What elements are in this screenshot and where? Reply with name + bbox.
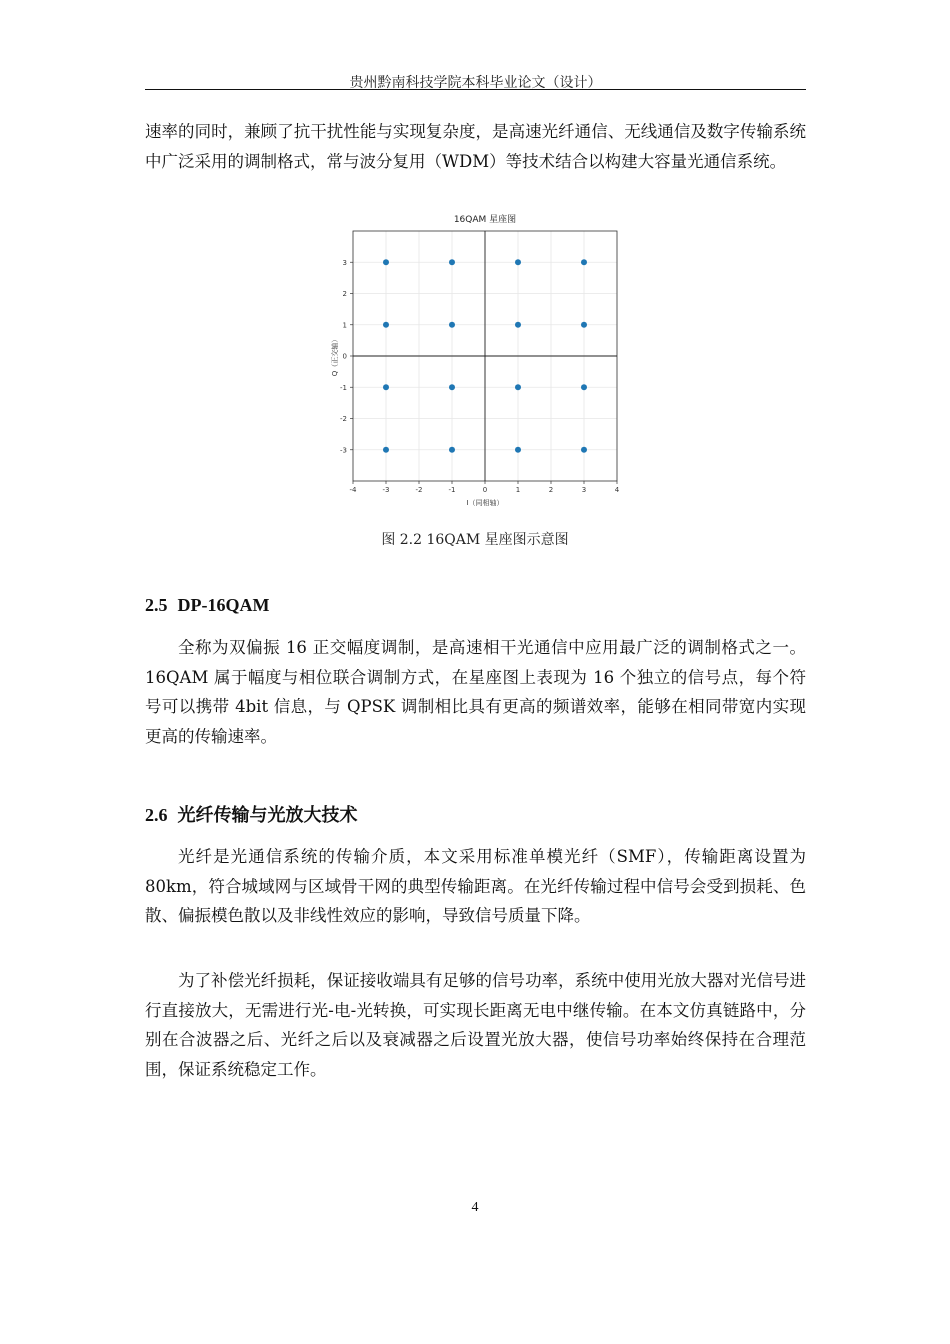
constellation-point xyxy=(515,384,521,390)
section-title: DP-16QAM xyxy=(177,595,270,615)
header-rule xyxy=(145,89,806,90)
constellation-point xyxy=(515,259,521,265)
x-tick-label: 4 xyxy=(614,486,620,494)
y-tick-label: 0 xyxy=(342,352,347,361)
constellation-point xyxy=(581,447,587,453)
section-title: 光纤传输与光放大技术 xyxy=(177,805,358,826)
x-tick-label: -1 xyxy=(448,486,456,494)
page-number: 4 xyxy=(471,1200,479,1215)
constellation-point xyxy=(449,384,455,390)
constellation-point xyxy=(449,322,455,328)
constellation-point xyxy=(515,447,521,453)
section-2-5-heading xyxy=(145,595,269,616)
x-tick-label: 1 xyxy=(515,486,521,494)
x-tick-label: 3 xyxy=(581,486,587,494)
chart-title: 16QAM 星座图 xyxy=(453,215,517,225)
intro-paragraph: 速率的同时，兼顾了抗干扰性能与实现复杂度，是高速光纤通信、无线通信及数字传输系统中广泛采用的调制格式，常与波分复用（WDM）等技术结合以构建大容量光通信系统。 xyxy=(145,122,806,171)
y-tick-label: -3 xyxy=(340,446,347,455)
constellation-point xyxy=(581,259,587,265)
constellation-point xyxy=(449,259,455,265)
y-tick-label: 1 xyxy=(342,321,347,330)
constellation-point xyxy=(383,447,389,453)
x-tick-label: -2 xyxy=(415,486,423,494)
y-axis-label: Q（正交轴） xyxy=(331,335,339,377)
section-2-6-heading xyxy=(145,801,358,827)
running-header: 贵州黔南科技学院本科毕业论文（设计） xyxy=(349,75,602,91)
section-number: 2.5 xyxy=(145,595,168,615)
x-tick-label: 0 xyxy=(482,486,488,494)
y-tick-label: -2 xyxy=(340,415,347,423)
x-tick-label: -4 xyxy=(349,486,357,494)
constellation-point xyxy=(383,384,389,390)
constellation-point xyxy=(383,322,389,328)
section-2-6-paragraph-2: 为了补偿光纤损耗，保证接收端具有足够的信号功率，系统中使用光放大器对光信号进行直接放大，无需进行光-电-光转换，可实现长距离无电中继传输。在本文仿真链路中，分别在合波器之后、光纤之后以及衰减器之后设置光放大器，使信号功率始终保持在合理范围，保证系统稳定工作。 xyxy=(145,971,806,1079)
x-tick-label: -3 xyxy=(382,486,390,494)
constellation-point xyxy=(383,259,389,265)
section-2-5-paragraph: 全称为双偏振 16 正交幅度调制，是高速相干光通信中应用最广泛的调制格式之一。16QAM 属于幅度与相位联合调制方式，在星座图上表现为 16 个独立的信号点，每个符号可以携带 4bit 信息，与 QPSK 调制相比具有更高的频谱效率，能够在相同带宽内实现更高的传输速率。 xyxy=(145,638,806,746)
y-tick-label: 3 xyxy=(342,258,347,267)
constellation-point xyxy=(581,384,587,390)
y-tick-label: -1 xyxy=(340,383,347,392)
x-tick-label: 2 xyxy=(548,486,554,494)
constellation-point xyxy=(449,447,455,453)
section-2-6-paragraph-1: 光纤是光通信系统的传输介质，本文采用标准单模光纤（SMF），传输距离设置为 80km，符合城域网与区域骨干网的典型传输距离。在光纤传输过程中信号会受到损耗、色散、偏振模色散以及非线性效应的影响，导致信号质量下降。 xyxy=(145,847,806,925)
x-axis-label: I（同相轴） xyxy=(466,499,504,507)
figure-caption: 图 2.2 16QAM 星座图示意图 xyxy=(381,532,569,548)
y-tick-label: 2 xyxy=(342,290,347,298)
constellation-chart xyxy=(320,208,630,508)
section-number: 2.6 xyxy=(145,805,168,825)
constellation-point xyxy=(515,322,521,328)
constellation-point xyxy=(581,322,587,328)
